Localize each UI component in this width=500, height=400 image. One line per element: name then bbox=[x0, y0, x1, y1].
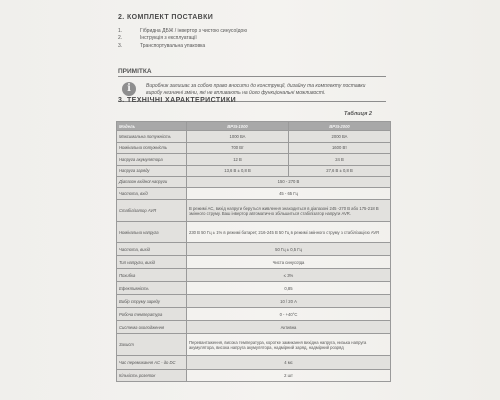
list-item: 3. Транспортувальна упаковка bbox=[118, 42, 206, 49]
header-model: Модель bbox=[117, 122, 187, 131]
row-label: Номінальна напруга bbox=[117, 222, 187, 243]
row-label: Тип напруги, вихід bbox=[117, 256, 187, 269]
row-value: 2 шт bbox=[187, 369, 391, 381]
row-value: ≤ 3% bbox=[187, 269, 391, 282]
row-value: 27,6 В ± 0,8 В bbox=[289, 165, 391, 177]
note-heading: ПРИМІТКА bbox=[118, 68, 152, 75]
table-header-row bbox=[117, 122, 391, 131]
table-row bbox=[117, 356, 391, 370]
note-text: Виробник залишає за собою право вносити до конструкції, дизайну та комплекту поставки виробу незначні зміни, які не впливають на його функціональні можливості. bbox=[146, 83, 366, 96]
row-value: 45 - 65 Гц bbox=[187, 187, 391, 200]
table-row bbox=[117, 131, 391, 143]
table-row bbox=[117, 177, 391, 188]
row-label: Ефективність bbox=[117, 282, 187, 295]
row-value: 230 В 50 Гц ± 1% в режимі батареї; 216-245 В 50 Гц в режимі змінного струму з стабілізацією AVR bbox=[187, 222, 391, 243]
row-value: 4 мс bbox=[187, 356, 391, 370]
row-value: 0,85 bbox=[187, 282, 391, 295]
section-3-title: 3. ТЕХНІЧНІ ХАРАКТЕРИСТИКИ bbox=[118, 97, 237, 104]
row-label: Система охолодження bbox=[117, 321, 187, 334]
table-row bbox=[117, 187, 391, 200]
row-label: Похибка bbox=[117, 269, 187, 282]
row-value: В режимі АС, вихід напруги беруться живлення знаходиться в діапазоні 245 -270 В або 175-218 В змінного струму. Ваш інвертор автоматично збільшиться стабілізатор напруги AVR. bbox=[187, 200, 391, 222]
list-item: 1. Гібридна ДБЖ / інвертор з чистою синусоїдою bbox=[118, 28, 248, 34]
table-row bbox=[117, 282, 391, 295]
table-row bbox=[117, 321, 391, 334]
row-label: Номінальна потужність bbox=[117, 142, 187, 154]
row-label: Максимальна потужність bbox=[117, 131, 187, 143]
table-row bbox=[117, 308, 391, 321]
row-label: Робоча температура bbox=[117, 308, 187, 321]
row-value: 1000 ВА bbox=[187, 131, 289, 143]
table-caption: Таблиця 2 bbox=[344, 111, 372, 117]
header-model-2: BPSI-2000 bbox=[289, 122, 391, 131]
row-value: Перевантаження, висока температура, коротке замикання вихідна напруга, низька напруга акумулятора, висока напруга акумулятора, надмірний заряд, надмірний розряд bbox=[187, 334, 391, 356]
table-row bbox=[117, 154, 391, 166]
section-2-title: 2. КОМПЛЕКТ ПОСТАВКИ bbox=[118, 14, 214, 21]
row-label: Частота, вхід bbox=[117, 187, 187, 200]
row-value: Чиста синусоїда bbox=[187, 256, 391, 269]
table-row bbox=[117, 269, 391, 282]
row-label: Кількість розеток bbox=[117, 369, 187, 381]
list-item: 2. Інструкція з експлуатації bbox=[118, 35, 197, 42]
table-row bbox=[117, 200, 391, 222]
note-divider-top bbox=[118, 76, 386, 77]
row-value: Активна bbox=[187, 321, 391, 334]
table-row bbox=[117, 295, 391, 308]
row-label: Вибір струму заряду bbox=[117, 295, 187, 308]
row-value: 10 / 20 А bbox=[187, 295, 391, 308]
row-label: Напруга акумулятора bbox=[117, 154, 187, 166]
row-label: Діапазон вхідної напруги bbox=[117, 177, 187, 188]
row-value: 150 - 270 В bbox=[187, 177, 391, 188]
row-value: 13,6 В ± 0,8 В bbox=[187, 165, 289, 177]
row-label: Час перемикання AC - до DC bbox=[117, 356, 187, 370]
table-row bbox=[117, 222, 391, 243]
row-value: 700 Вт bbox=[187, 142, 289, 154]
row-label: Частота, вихід bbox=[117, 243, 187, 256]
row-value: 2000 ВА bbox=[289, 131, 391, 143]
table-row bbox=[117, 256, 391, 269]
table-row bbox=[117, 243, 391, 256]
row-value: 1600 Вт bbox=[289, 142, 391, 154]
delivery-list bbox=[118, 28, 247, 50]
row-label: Напруга заряду bbox=[117, 165, 187, 177]
table-row bbox=[117, 369, 391, 381]
table-row bbox=[117, 142, 391, 154]
row-value: 0 - +40°С bbox=[187, 308, 391, 321]
row-value: 24 В bbox=[289, 154, 391, 166]
row-value: 12 В bbox=[187, 154, 289, 166]
info-icon: i bbox=[122, 82, 136, 96]
row-label: Захист bbox=[117, 334, 187, 356]
spec-table bbox=[116, 121, 391, 382]
table-row bbox=[117, 334, 391, 356]
row-value: 50 Гц ± 0,5 Гц bbox=[187, 243, 391, 256]
row-label: Стабілізатор AVR bbox=[117, 200, 187, 222]
table-row bbox=[117, 165, 391, 177]
header-model-1: BPSI-1000 bbox=[187, 122, 289, 131]
